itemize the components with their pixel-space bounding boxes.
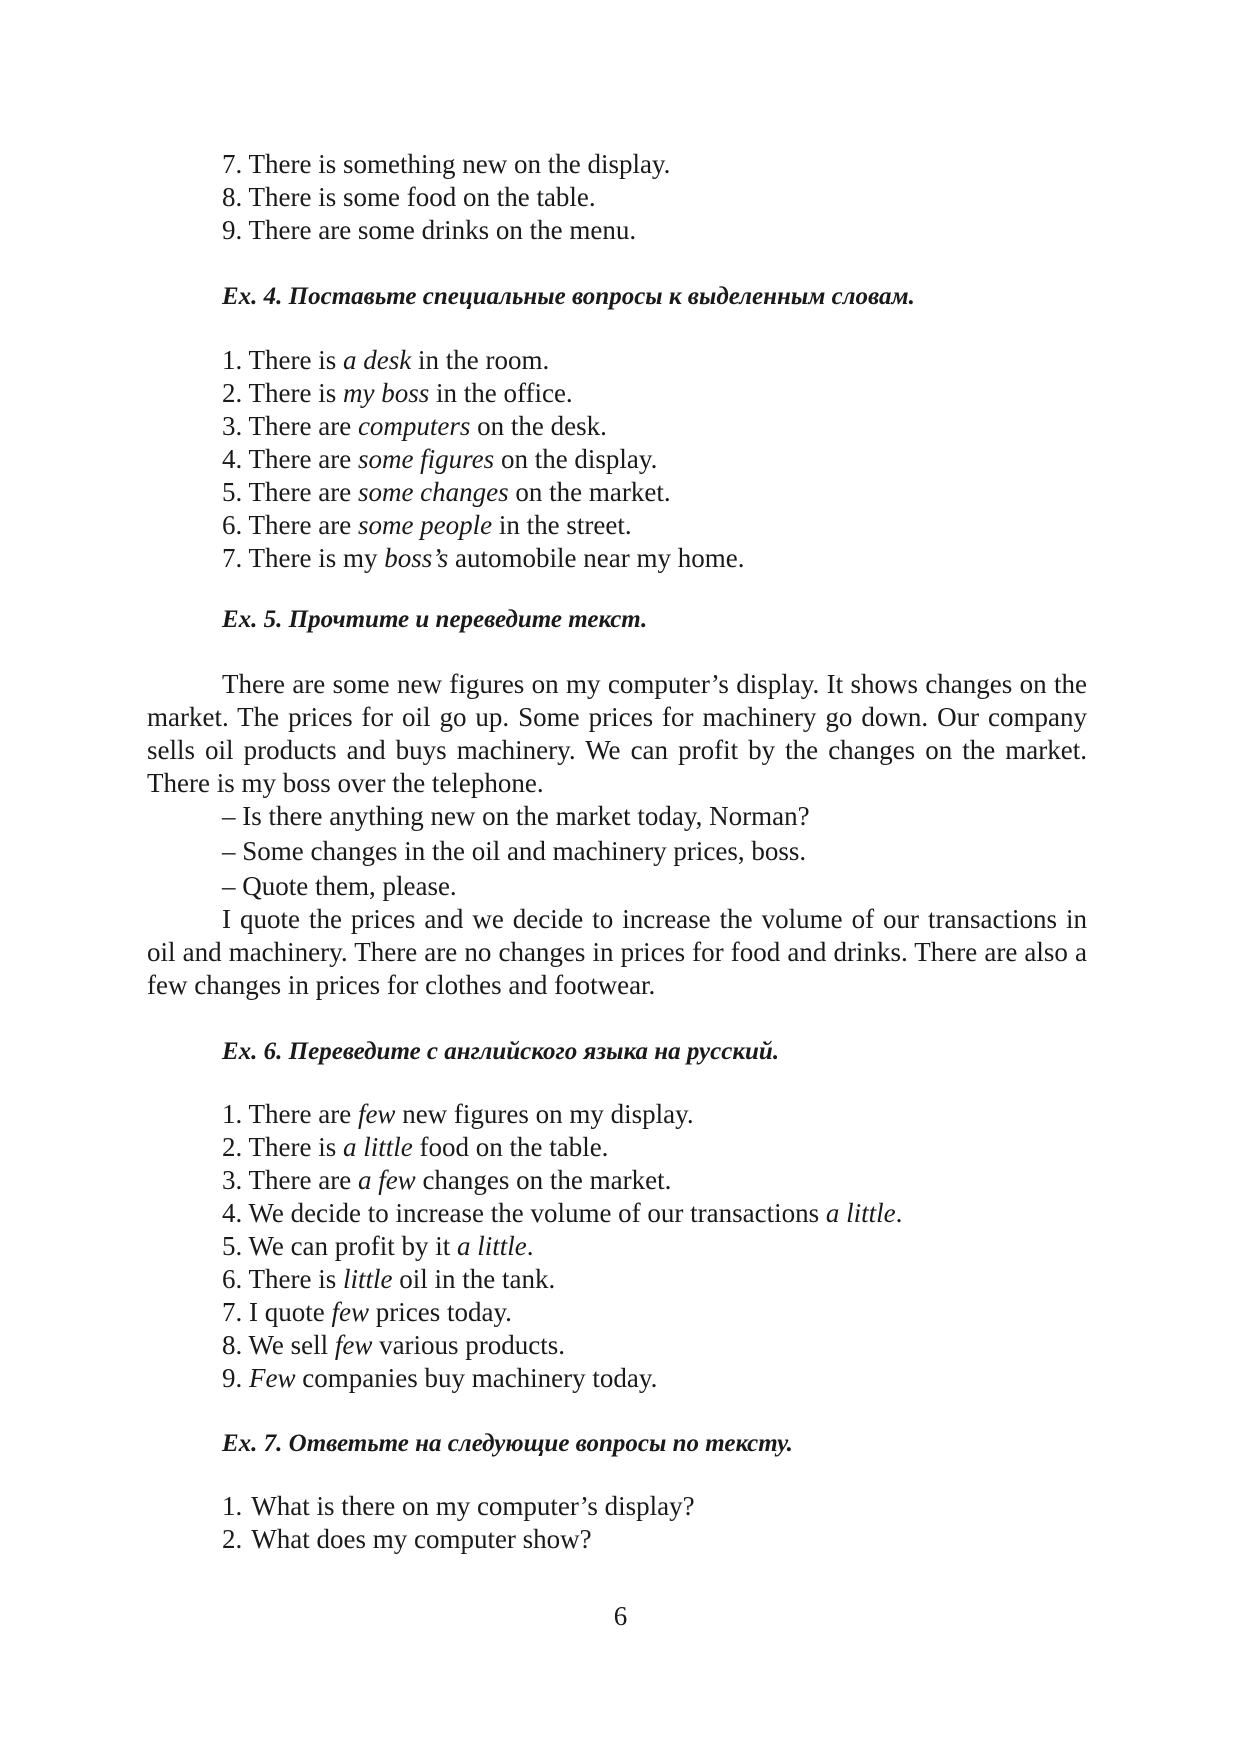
item-text: in the room. [411,345,550,375]
reading-text-paragraph: I quote the prices and we decide to increase the volume of our transactions in oil and machinery. There are no changes in prices for food and drinks. There are also a few changes in prices for clothes and footwear. [147,904,1087,1000]
item-text: in the office. [429,378,573,408]
list-item [222,1131,608,1163]
exercise-6-heading: Ex. 6. Переведите с английского языка на русский. [222,1038,780,1065]
list-item [222,1362,657,1394]
item-text: There is [248,378,343,408]
highlighted-word: a little [825,1198,896,1228]
item-text: changes on the market. [415,1165,672,1195]
item-text: oil in the tank. [392,1264,556,1294]
item-text: There are some drinks on the menu. [248,215,637,245]
highlighted-word: few [334,1330,373,1360]
list-item [222,1296,512,1328]
item-number: 4. [222,444,243,474]
item-text: companies buy machinery today. [295,1363,658,1393]
list-item [222,1490,695,1522]
highlighted-word: some changes [357,477,509,507]
item-text: There are [248,1099,358,1129]
item-text: There is something new on the display. [248,149,671,179]
dialog-line: – Quote them, please. [222,871,457,901]
exercise-7-heading: Ex. 7. Ответьте на следующие вопросы по тексту. [222,1430,793,1457]
item-number: 1. [222,345,243,375]
highlighted-word: boss’s [384,543,449,573]
list-item [222,476,671,508]
highlighted-word: some figures [357,444,495,474]
item-number: 1. [222,1491,243,1521]
item-text: We sell [248,1330,335,1360]
item-number: 3. [222,411,243,441]
list-item [222,344,549,376]
item-text: new figures on my display. [395,1099,694,1129]
item-number: 9. [222,215,243,245]
highlighted-word: computers [357,411,471,441]
exercise-4-heading: Ex. 4. Поставьте специальные вопросы к выделенным словам. [222,283,915,310]
item-text: There are [248,444,358,474]
item-text: What is there on my computer’s display? [251,1491,695,1521]
item-text: There is my [248,543,385,573]
dialog-line: – Some changes in the oil and machinery prices, boss. [222,836,807,866]
list-item [222,1523,592,1555]
item-text: on the market. [508,477,671,507]
item-number: 8. [222,182,243,212]
item-text: We can profit by it [248,1231,458,1261]
highlighted-word: Few [249,1363,296,1393]
highlighted-word: my boss [342,378,430,408]
list-item [222,542,744,574]
item-number: 7. [222,149,243,179]
list-item [222,1263,555,1295]
item-number: 2. [222,378,243,408]
item-text: There are [248,1165,358,1195]
item-text: There are [248,477,358,507]
item-number: 8. [222,1330,243,1360]
item-number: 3. [222,1165,243,1195]
item-number: 5. [222,477,243,507]
item-text: on the display. [494,444,658,474]
item-number: 6. [222,510,243,540]
item-text: in the street. [492,510,632,540]
list-item [222,214,636,246]
reading-text-paragraph: There are some new figures on my computer’s display. It shows changes on the market. The prices for oil go up. Some prices for machinery go down. Our company sells oil products and buys machinery. We can profit by the changes on the market. There is my boss over the telephone. [147,669,1087,798]
item-text: on the desk. [470,411,607,441]
highlighted-word: a desk [342,345,412,375]
highlighted-word: few [331,1297,369,1327]
item-text: We decide to increase the volume of our transactions [248,1198,826,1228]
item-text: There is [248,1264,343,1294]
item-text: . [895,1198,903,1228]
item-number: 2. [222,1132,243,1162]
item-number: 7. [222,1297,243,1327]
item-text: various products. [372,1330,566,1360]
item-text: There is [248,345,343,375]
item-number: 7. [222,543,243,573]
item-text: I quote [249,1297,332,1327]
item-text: . [526,1231,534,1261]
page-number: 6 [613,1601,628,1631]
exercise-5-heading: Ex. 5. Прочтите и переведите текст. [222,606,648,633]
item-number: 1. [222,1099,243,1129]
list-item [222,148,670,180]
highlighted-word: little [342,1264,393,1294]
list-item [222,1164,671,1196]
list-item [222,410,607,442]
highlighted-word: few [357,1099,396,1129]
list-item [222,377,573,409]
list-item [222,1197,902,1229]
list-item [222,181,596,213]
item-number: 2. [222,1524,243,1554]
list-item [222,1098,694,1130]
item-text: There is some food on the table. [248,182,596,212]
item-text: What does my computer show? [251,1524,592,1554]
item-text: There is [248,1132,343,1162]
item-text: There are [248,510,358,540]
list-item [222,443,657,475]
highlighted-word: a few [357,1165,416,1195]
list-item [222,1230,534,1262]
item-number: 6. [222,1264,243,1294]
item-text: There are [248,411,358,441]
highlighted-word: some people [357,510,493,540]
item-number: 5. [222,1231,243,1261]
item-text: automobile near my home. [448,543,745,573]
item-number: 4. [222,1198,243,1228]
item-text: prices today. [368,1297,512,1327]
item-text: food on the table. [412,1132,609,1162]
list-item [222,509,632,541]
item-number: 9. [222,1363,243,1393]
dialog-line: – Is there anything new on the market today, Norman? [222,801,810,831]
highlighted-word: a little [457,1231,527,1261]
highlighted-word: a little [342,1132,413,1162]
list-item [222,1329,565,1361]
